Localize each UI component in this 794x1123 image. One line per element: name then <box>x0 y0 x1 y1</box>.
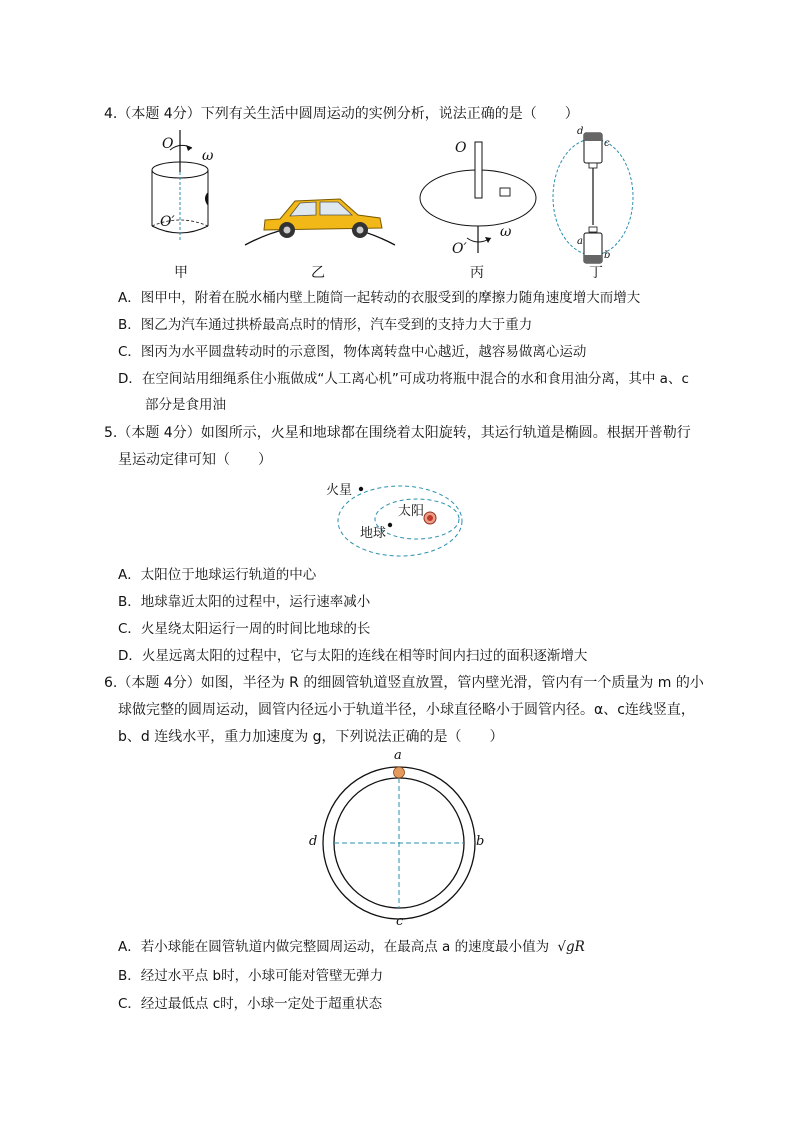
q6-stem-line3: b、d 连线水平，重力加速度为 g，下列说法正确的是（ ） <box>118 729 504 745</box>
ding-label-d: d <box>577 126 584 137</box>
q5-option-c: C．火星绕太阳运行一周的时间比地球的长 <box>118 621 371 637</box>
jia-axis-top-label: O <box>162 136 174 152</box>
q4-option-c: C．图丙为水平圆盘转动时的示意图，物体离转盘中心越近，越容易做离心运动 <box>118 344 587 360</box>
q4-option-d-continued: 部分是食用油 <box>145 397 226 413</box>
q6-option-a <box>118 937 585 957</box>
bing-axis-top-label: O <box>455 140 467 156</box>
q6-option-a-formula: √gR <box>557 939 585 955</box>
q4-option-b: B．图乙为汽车通过拱桥最高点时的情形，汽车受到的支持力大于重力 <box>118 317 533 333</box>
figure-ding-centrifuge <box>548 125 638 265</box>
bing-omega-label: ω <box>500 224 512 240</box>
q6-stem-line2: 球做完整的圆周运动，圆管内径远小于轨道半径，小球直径略小于圆管内径。α、c连线竖直， <box>118 702 695 718</box>
q6-option-a-text: A．若小球能在圆管轨道内做完整圆周运动，在最高点 a 的速度最小值为 <box>118 939 550 955</box>
q6-point-d-label: d <box>309 834 318 849</box>
q5-option-d: D．火星远离太阳的过程中，它与太阳的连线在相等时间内扫过的面积逐渐增大 <box>118 648 588 664</box>
q6-point-b-label: b <box>476 834 485 849</box>
q5-earth-label: 地球 <box>360 526 387 541</box>
q5-stem-line1: 5.（本题 4分）如图所示，火星和地球都在围绕着太阳旋转，其运行轨道是椭圆。根据开普勒行 <box>104 425 691 441</box>
q5-option-b: B．地球靠近太阳的过程中，运行速率减小 <box>118 594 371 610</box>
figure-jia-cylinder <box>140 130 230 250</box>
q5-stem-line2: 星运动定律可知（ ） <box>118 452 272 468</box>
q5-option-a: A．太阳位于地球运行轨道的中心 <box>118 567 317 583</box>
figure-q6-circular-tube <box>318 762 480 924</box>
q4-option-a: A．图甲中，附着在脱水桶内壁上随筒一起转动的衣服受到的摩擦力随角速度增大而增大 <box>118 290 641 306</box>
q6-option-b: B．经过水平点 b时，小球可能对管壁无弹力 <box>118 968 384 984</box>
ding-label-b: b <box>604 250 611 261</box>
q5-sun-label: 太阳 <box>398 504 425 519</box>
figure-yi-car-bridge <box>240 175 400 250</box>
ding-label-c: c <box>604 138 610 149</box>
yi-caption: 乙 <box>311 265 325 281</box>
figure-bing-disc <box>415 138 540 258</box>
q6-point-a-label: a <box>394 748 402 763</box>
q6-option-c: C．经过最低点 c时，小球一定处于超重状态 <box>118 996 383 1012</box>
q6-stem-line1: 6.（本题 4分）如图，半径为 R 的细圆管轨道竖直放置，管内壁光滑，管内有一个质量为 m 的小 <box>104 675 704 691</box>
bing-axis-bottom-label: O′ <box>452 241 467 257</box>
q6-point-c-label: c <box>396 914 404 929</box>
q4-option-d: D．在空间站用细绳系住小瓶做成“人工离心机”可成功将瓶中混合的水和食用油分离，其中 a、c <box>118 371 689 387</box>
jia-omega-label: ω <box>202 148 214 164</box>
ding-label-a: a <box>577 236 583 247</box>
jia-axis-bottom-label: O′ <box>160 214 175 230</box>
q5-mars-label: 火星 <box>326 483 353 498</box>
q4-stem: 4.（本题 4分）下列有关生活中圆周运动的实例分析，说法正确的是（ ） <box>104 106 579 122</box>
jia-caption: 甲 <box>174 265 188 281</box>
bing-caption: 丙 <box>470 265 484 281</box>
ding-caption: 丁 <box>589 265 603 281</box>
